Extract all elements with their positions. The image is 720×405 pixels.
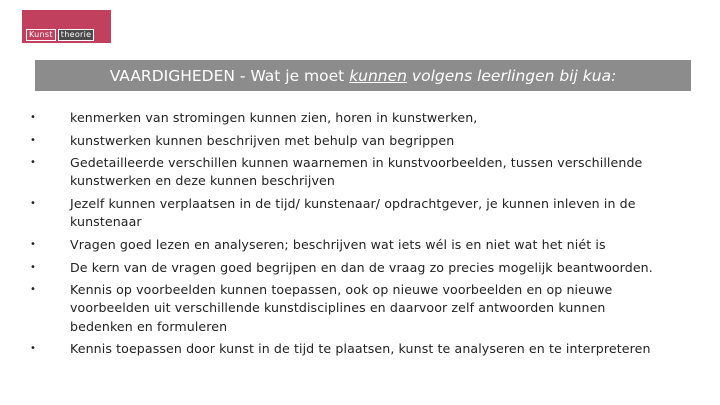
bullet-text-line: voorbeelden uit verschillende kunstdisciplines en daarvoor zelf antwoorden kunnen: [70, 300, 606, 316]
title-underlined-word: kunnen: [349, 66, 407, 85]
bullet-dot-icon: •: [30, 238, 36, 250]
bullet-item: [0, 340, 720, 358]
bullet-dot-icon: •: [30, 157, 36, 169]
bullet-text-line: kunstwerken en deze kunnen beschrijven: [70, 173, 335, 189]
bullet-text-line: bedenken en formuleren: [70, 318, 228, 334]
bullet-item: [0, 132, 720, 150]
bullet-dot-icon: •: [30, 198, 36, 210]
bullet-dot-icon: •: [30, 343, 36, 355]
title-text-after: volgens leerlingen bij kua:: [407, 66, 617, 85]
bullet-item: [0, 195, 720, 232]
bullet-item: [0, 109, 720, 127]
bullet-text-line: Jezelf kunnen verplaatsen in de tijd/ kunstenaar/ opdrachtgever, je kunnen inleven in de: [70, 196, 636, 212]
kunsttheorie-logo: [22, 10, 111, 43]
bullet-text-line: Gedetailleerde verschillen kunnen waarnemen in kunstvoorbeelden, tussen verschillende: [70, 155, 643, 171]
bullet-text-line: kunstenaar: [70, 214, 142, 230]
bullet-text-line: kunstwerken kunnen beschrijven met behulp van begrippen: [70, 132, 455, 148]
bullet-text-line: Kennis op voorbeelden kunnen toepassen, ook op nieuwe voorbeelden en op nieuwe: [70, 282, 613, 298]
title-text-before: VAARDIGHEDEN - Wat je moet: [109, 66, 350, 85]
bullet-item: [0, 281, 720, 336]
bullet-item: [0, 236, 720, 254]
logo-text-theorie: theorie: [58, 29, 95, 41]
page-title: [110, 67, 617, 85]
bullet-text-line: Vragen goed lezen en analyseren; beschrijven wat iets wél is en niet wat het niét is: [70, 236, 606, 252]
title-bar: [35, 60, 691, 91]
bullet-dot-icon: •: [30, 134, 36, 146]
bullet-dot-icon: •: [30, 261, 36, 273]
logo-text-kunst: Kunst: [26, 29, 56, 41]
bullet-item: [0, 154, 720, 191]
bullet-text-line: kenmerken van stromingen kunnen zien, horen in kunstwerken,: [70, 110, 478, 125]
bullet-item: [0, 259, 720, 277]
skills-bullet-list: [0, 109, 720, 363]
logo-label: [26, 29, 94, 41]
bullet-dot-icon: •: [30, 112, 36, 123]
bullet-dot-icon: •: [30, 284, 36, 296]
bullet-text-line: De kern van de vragen goed begrijpen en dan de vraag zo precies mogelijk beantwoorden.: [70, 259, 653, 275]
bullet-text-line: Kennis toepassen door kunst in de tijd te plaatsen, kunst te analyseren en te interpreteren: [70, 341, 651, 357]
